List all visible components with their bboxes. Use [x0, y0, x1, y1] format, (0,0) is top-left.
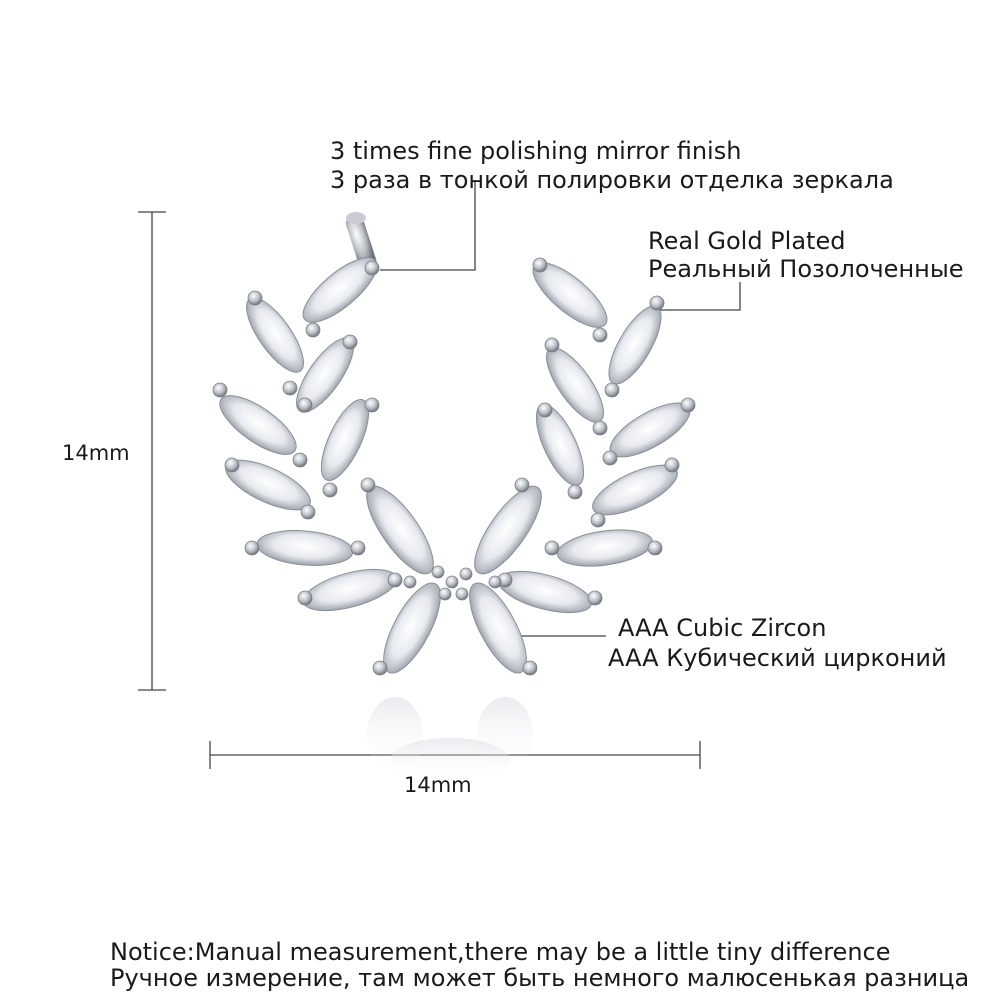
width-label: 14mm	[404, 773, 472, 797]
right-wing-stones	[494, 252, 697, 620]
prong-beads	[213, 258, 695, 675]
plating-leader-line	[660, 282, 740, 310]
left-wing-stones	[211, 247, 400, 618]
finish-callout-en: 3 times fine polishing mirror finish	[330, 137, 742, 165]
stone-callout-ru: AAA Кубический цирконий	[608, 644, 947, 672]
finish-callout-ru: 3 раза в тонкой полировки отделка зеркала	[330, 166, 894, 194]
earring-reflection	[367, 697, 533, 782]
height-dimension-line	[138, 212, 166, 690]
stone-callout-en: AAA Cubic Zircon	[618, 614, 827, 642]
plating-callout-en: Real Gold Plated	[648, 227, 846, 255]
height-label: 14mm	[62, 441, 130, 465]
notice-en: Notice:Manual measurement,there may be a little tiny difference	[110, 938, 891, 966]
notice-ru: Ручное измерение, там может быть немного малюсенькая разница	[110, 964, 970, 992]
plating-callout-ru: Реальный Позолоченные	[648, 255, 964, 283]
